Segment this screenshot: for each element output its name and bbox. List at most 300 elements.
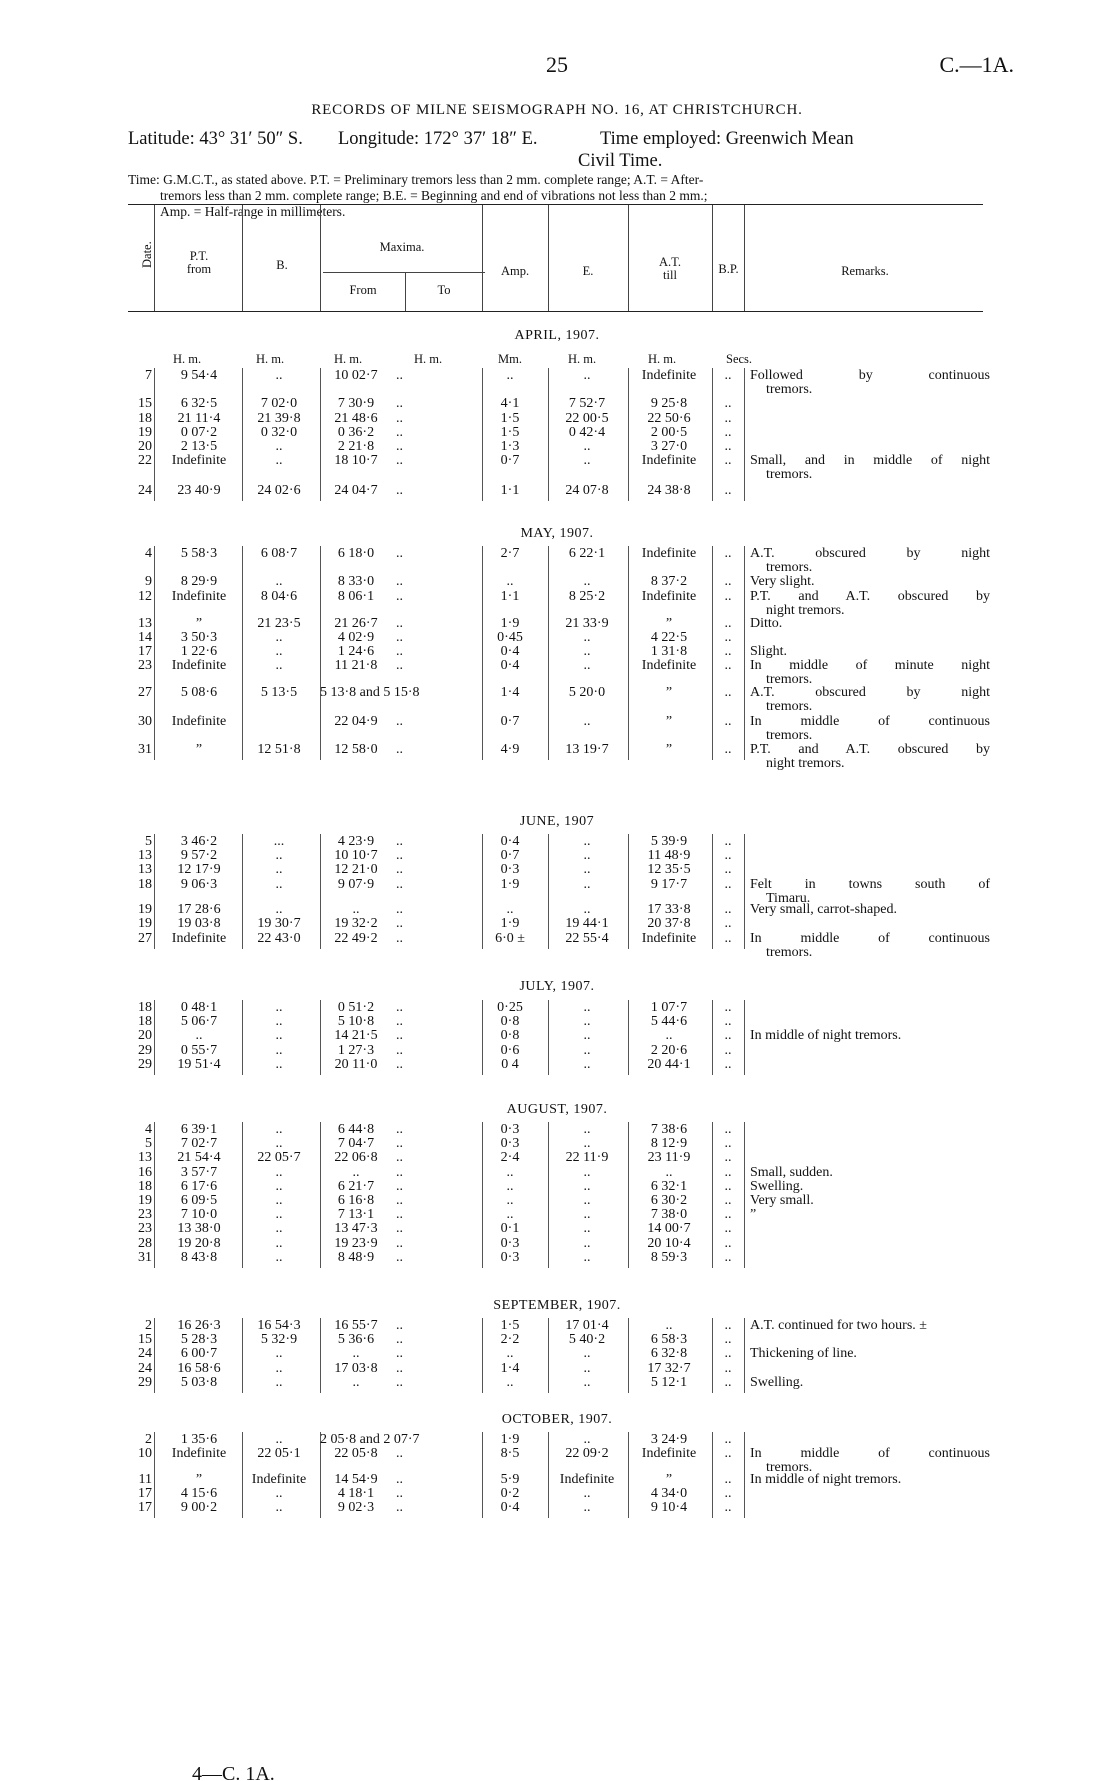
cell-date: 24 <box>138 483 152 499</box>
cell-b: .. <box>275 1042 283 1058</box>
cell-remarks: Very small. <box>750 1193 814 1208</box>
cell-mt: .. <box>396 930 403 946</box>
cell-date: 23 <box>138 1221 152 1237</box>
cell-amp: 0·7 <box>500 848 520 864</box>
cell-amp: 0·4 <box>500 643 520 659</box>
cell-b: .. <box>275 1136 283 1152</box>
cell-mf: .. <box>352 902 360 918</box>
time-employed: Time employed: Greenwich Mean <box>600 129 854 149</box>
cell-bp: .. <box>724 1056 732 1072</box>
maxima-divider <box>405 272 406 311</box>
cell-date: 9 <box>145 574 152 590</box>
cell-mt: .. <box>396 1235 403 1251</box>
cell-at: ” <box>665 685 673 701</box>
cell-remarks-cont: tremors. <box>766 727 813 743</box>
cell-b: .. <box>275 658 283 674</box>
cell-date: 20 <box>138 439 152 454</box>
cell-amp: 1·5 <box>500 1318 520 1333</box>
cell-e: 7 52·7 <box>568 396 606 412</box>
cell-at: 6 58·3 <box>650 1332 688 1348</box>
cell-date: 13 <box>138 1150 152 1166</box>
cell-pt: .. <box>195 1028 203 1044</box>
cell-e: .. <box>583 1235 591 1251</box>
cell-e: .. <box>583 902 591 918</box>
cell-pt: 13 38·0 <box>177 1221 221 1237</box>
cell-b: 0 32·0 <box>260 424 298 440</box>
cell-amp: 1·5 <box>500 410 520 426</box>
cell-remarks-cont: tremors. <box>766 699 813 715</box>
cell-e: 13 19·7 <box>565 741 609 757</box>
cell-mt: .. <box>396 1500 403 1516</box>
cell-mf: 17 03·8 <box>334 1360 378 1376</box>
cell-at: 3 27·0 <box>650 439 688 454</box>
cell-e: .. <box>583 1485 591 1501</box>
cell-at: 9 17·7 <box>650 876 688 892</box>
cell-mt: .. <box>396 1028 403 1044</box>
cell-mf: 0 51·2 <box>337 1000 375 1015</box>
cell-mf: 8 48·9 <box>337 1249 375 1265</box>
cell-amp: 1·3 <box>500 439 520 454</box>
cell-e: .. <box>583 848 591 864</box>
cell-amp: 6·0 ± <box>495 930 525 946</box>
cell-pt: Indefinite <box>171 1446 227 1462</box>
cell-bp: .. <box>724 876 732 892</box>
cell-pt: 0 07·2 <box>180 424 218 440</box>
cell-pt: Indefinite <box>171 588 227 604</box>
cell-date: 11 <box>138 1471 152 1487</box>
cell-at: 24 38·8 <box>647 483 691 499</box>
abbrev-line-3: Amp. = Half-range in millimeters. <box>160 204 346 219</box>
cell-e: 22 11·9 <box>565 1150 609 1166</box>
cell-at: 20 10·4 <box>647 1235 691 1251</box>
cell-amp: .. <box>506 1193 514 1208</box>
cell-bp: .. <box>724 1028 732 1044</box>
cell-b: .. <box>275 574 283 590</box>
cell-b: .. <box>275 1028 283 1044</box>
cell-amp: .. <box>506 1207 514 1223</box>
cell-e: .. <box>583 713 591 729</box>
cell-amp: 1·9 <box>500 876 520 892</box>
table-row <box>128 1250 990 1266</box>
cell-b: 22 43·0 <box>257 930 301 946</box>
cell-e: .. <box>583 1249 591 1265</box>
cell-b: .. <box>275 1235 283 1251</box>
cell-b: .. <box>275 902 283 918</box>
cell-amp: 1·4 <box>500 1360 520 1376</box>
cell-amp: .. <box>506 1164 514 1180</box>
header-maxima: Maxima. <box>379 240 425 254</box>
cell-date: 12 <box>138 588 152 604</box>
cell-pt: 6 00·7 <box>180 1346 218 1362</box>
cell-mf: 20 11·0 <box>334 1056 378 1072</box>
table-row <box>128 1057 990 1073</box>
cell-amp: 0·4 <box>500 1500 520 1516</box>
cell-mt: .. <box>396 410 403 426</box>
cell-date: 19 <box>138 424 152 440</box>
table-row <box>128 685 990 715</box>
cell-remarks-cont: tremors. <box>766 467 813 483</box>
cell-remarks: Thickening of line. <box>750 1346 857 1362</box>
cell-b: .. <box>275 862 283 878</box>
table-row <box>128 930 990 960</box>
cell-amp: 1·5 <box>500 424 520 440</box>
cell-mt: .. <box>396 424 403 440</box>
table-row <box>128 1500 990 1516</box>
cell-bp: .. <box>724 862 732 878</box>
cell-b: 22 05·1 <box>257 1446 301 1462</box>
cell-b: .. <box>275 368 283 383</box>
cell-e: 6 22·1 <box>568 546 606 561</box>
cell-bp: .. <box>724 588 732 604</box>
cell-bp: .. <box>724 1164 732 1180</box>
cell-e: .. <box>583 1207 591 1223</box>
cell-b: .. <box>275 1122 283 1137</box>
cell-at: 3 24·9 <box>650 1432 688 1447</box>
cell-amp: .. <box>506 574 514 590</box>
cell-mf: 9 07·9 <box>337 876 375 892</box>
cell-pt: 2 13·5 <box>180 439 218 454</box>
cell-bp: .. <box>724 658 732 674</box>
cell-pt: Indefinite <box>171 930 227 946</box>
cell-at: Indefinite <box>641 453 697 469</box>
cell-pt: 23 40·9 <box>177 483 221 499</box>
cell-mt: .. <box>396 629 403 645</box>
cell-remarks: Small, sudden. <box>750 1164 833 1180</box>
cell-mt: .. <box>396 1056 403 1072</box>
cell-amp: 0·7 <box>500 453 520 469</box>
cell-mt: .. <box>396 1207 403 1223</box>
cell-bp: .. <box>724 368 732 383</box>
cell-mf: 6 21·7 <box>337 1178 375 1194</box>
cell-mf: 14 54·9 <box>334 1471 378 1487</box>
cell-at: 2 20·6 <box>650 1042 688 1058</box>
cell-bp: .. <box>724 1122 732 1137</box>
cell-e: 5 40·2 <box>568 1332 606 1348</box>
cell-e: .. <box>583 1164 591 1180</box>
cell-mt: .. <box>396 588 403 604</box>
cell-mf: 10 02·7 <box>334 368 378 383</box>
cell-remarks: Felt in towns south of <box>750 876 990 892</box>
cell-bp: .. <box>724 1374 732 1390</box>
cell-amp: 4·1 <box>500 396 520 412</box>
header-b: B. <box>276 258 288 272</box>
cell-date: 30 <box>138 713 152 729</box>
cell-b: 21 39·8 <box>257 410 301 426</box>
cell-remarks: In middle of night tremors. <box>750 1028 902 1044</box>
cell-mt: .. <box>396 848 403 864</box>
cell-amp: 4·9 <box>500 741 520 757</box>
cell-pt: 9 00·2 <box>180 1500 218 1516</box>
cell-pt: 3 57·7 <box>180 1164 218 1180</box>
cell-date: 22 <box>138 453 152 469</box>
cell-mf: 7 04·7 <box>337 1136 375 1152</box>
cell-remarks: Ditto. <box>750 615 783 631</box>
cell-remarks-cont: tremors. <box>766 382 813 398</box>
cell-bp: .. <box>724 615 732 631</box>
cell-date: 17 <box>138 1485 152 1501</box>
cell-date: 27 <box>138 685 152 701</box>
cell-amp: 5·9 <box>500 1471 520 1487</box>
cell-pt: 5 08·6 <box>180 685 218 701</box>
cell-date: 29 <box>138 1056 152 1072</box>
cell-mf: 21 48·6 <box>334 410 378 426</box>
cell-at: 1 07·7 <box>650 1000 688 1015</box>
cell-b: .. <box>275 848 283 864</box>
cell-pt: 4 15·6 <box>180 1485 218 1501</box>
header-divider <box>320 205 321 311</box>
cell-mf: 1 27·3 <box>337 1042 375 1058</box>
cell-bp: .. <box>724 1500 732 1516</box>
cell-mt: .. <box>396 1221 403 1237</box>
cell-pt: 5 58·3 <box>180 546 218 561</box>
cell-e: .. <box>583 862 591 878</box>
cell-mf: 10 10·7 <box>334 848 378 864</box>
cell-amp: .. <box>506 902 514 918</box>
cell-pt: ” <box>195 741 203 757</box>
cell-date: 2 <box>145 1432 152 1447</box>
cell-date: 31 <box>138 741 152 757</box>
cell-mt: .. <box>396 862 403 878</box>
cell-b: .. <box>275 1500 283 1516</box>
maxima-rule <box>323 272 485 273</box>
header-top-rule <box>128 204 983 205</box>
cell-b: .. <box>275 1485 283 1501</box>
cell-b: .. <box>275 1360 283 1376</box>
cell-e: .. <box>583 1360 591 1376</box>
cell-bp: .. <box>724 834 732 849</box>
cell-e: .. <box>583 1500 591 1516</box>
cell-b: ... <box>273 834 285 849</box>
cell-pt: 3 50·3 <box>180 629 218 645</box>
cell-pt: 9 06·3 <box>180 876 218 892</box>
cell-b: 7 02·0 <box>260 396 298 412</box>
cell-mt: .. <box>396 1360 403 1376</box>
cell-pt: 8 29·9 <box>180 574 218 590</box>
table-row <box>128 658 990 688</box>
cell-date: 23 <box>138 658 152 674</box>
cell-amp: 0·6 <box>500 1042 520 1058</box>
cell-pt: 12 17·9 <box>177 862 221 878</box>
cell-at: 9 25·8 <box>650 396 688 412</box>
unit-max-from: H. m. <box>334 352 363 366</box>
cell-mt: .. <box>396 483 403 499</box>
cell-b: 16 54·3 <box>257 1318 301 1333</box>
header-maxima-to: To <box>437 283 451 297</box>
cell-b: .. <box>275 1374 283 1390</box>
cell-pt: 21 11·4 <box>177 410 221 426</box>
cell-date: 15 <box>138 1332 152 1348</box>
cell-b: .. <box>275 1221 283 1237</box>
cell-date: 19 <box>138 1193 152 1208</box>
table-row <box>128 876 990 906</box>
cell-bp: .. <box>724 916 732 932</box>
cell-amp: 0·8 <box>500 1014 520 1030</box>
units-row <box>128 352 990 368</box>
cell-mf: 9 02·3 <box>337 1500 375 1516</box>
cell-mt: .. <box>396 658 403 674</box>
cell-e: .. <box>583 629 591 645</box>
cell-mt: .. <box>396 1014 403 1030</box>
cell-mt: .. <box>396 916 403 932</box>
cell-b: 21 23·5 <box>257 615 301 631</box>
cell-mf: 1 24·6 <box>337 643 375 659</box>
cell-b: 19 30·7 <box>257 916 301 932</box>
cell-e: .. <box>583 1432 591 1447</box>
cell-at: 1 31·8 <box>650 643 688 659</box>
cell-bp: .. <box>724 741 732 757</box>
cell-b: 8 04·6 <box>260 588 298 604</box>
cell-at: 6 32·8 <box>650 1346 688 1362</box>
cell-e: .. <box>583 368 591 383</box>
cell-mt: .. <box>396 713 403 729</box>
cell-b: 12 51·8 <box>257 741 301 757</box>
cell-bp: .. <box>724 1235 732 1251</box>
cell-mt: .. <box>396 453 403 469</box>
cell-remarks-cont: tremors. <box>766 944 813 960</box>
cell-e: Indefinite <box>559 1471 615 1487</box>
cell-amp: 0·25 <box>497 1000 523 1015</box>
cell-date: 14 <box>138 629 152 645</box>
cell-e: 0 42·4 <box>568 424 606 440</box>
cell-bp: .. <box>724 396 732 412</box>
cell-e: .. <box>583 1136 591 1152</box>
cell-date: 17 <box>138 1500 152 1516</box>
cell-mt: .. <box>396 1178 403 1194</box>
month-heading-september: SEPTEMBER, 1907. <box>493 1298 621 1313</box>
cell-mf: 7 13·1 <box>337 1207 375 1223</box>
cell-bp: .. <box>724 410 732 426</box>
cell-amp: 8·5 <box>500 1446 520 1462</box>
cell-date: 17 <box>138 643 152 659</box>
header-amp: Amp. <box>500 264 530 278</box>
cell-at: 5 12·1 <box>650 1374 688 1390</box>
cell-b: Indefinite <box>251 1471 307 1487</box>
cell-mt: .. <box>396 1249 403 1265</box>
cell-mt: .. <box>396 1164 403 1180</box>
cell-mt: .. <box>396 546 403 561</box>
cell-remarks: Very small, carrot-shaped. <box>750 902 897 918</box>
cell-e: .. <box>583 1042 591 1058</box>
cell-mt: .. <box>396 1446 403 1462</box>
cell-amp: .. <box>506 368 514 383</box>
cell-pt: 1 22·6 <box>180 643 218 659</box>
cell-mt: .. <box>396 574 403 590</box>
header-pt: P.T. from <box>186 249 212 276</box>
cell-amp: 0·3 <box>500 1235 520 1251</box>
cell-amp: 2·7 <box>500 546 520 561</box>
cell-pt: 16 58·6 <box>177 1360 221 1376</box>
unit-e: H. m. <box>568 352 597 366</box>
cell-amp: 0·8 <box>500 1028 520 1044</box>
cell-b: .. <box>275 1164 283 1180</box>
cell-at: 6 32·1 <box>650 1178 688 1194</box>
cell-e: 8 25·2 <box>568 588 606 604</box>
cell-b: .. <box>275 439 283 454</box>
cell-pt: 6 09·5 <box>180 1193 218 1208</box>
cell-at: 5 44·6 <box>650 1014 688 1030</box>
cell-at: Indefinite <box>641 1446 697 1462</box>
cell-b: .. <box>275 1000 283 1015</box>
cell-pt: 9 54·4 <box>180 368 218 383</box>
cell-mf: 19 23·9 <box>334 1235 378 1251</box>
cell-mt: .. <box>396 1042 403 1058</box>
cell-pt: 1 35·6 <box>180 1432 218 1447</box>
cell-b: 22 05·7 <box>257 1150 301 1166</box>
cell-amp: 2·4 <box>500 1150 520 1166</box>
cell-at: 11 48·9 <box>647 848 691 864</box>
cell-at: 8 59·3 <box>650 1249 688 1265</box>
cell-date: 4 <box>145 1122 152 1137</box>
cell-pt: 0 48·1 <box>180 1000 218 1015</box>
cell-remarks: A.T. continued for two hours. ± <box>750 1318 927 1333</box>
cell-mf: 22 06·8 <box>334 1150 378 1166</box>
cell-date: 27 <box>138 930 152 946</box>
page-number: 25 <box>546 52 568 77</box>
cell-e: .. <box>583 1014 591 1030</box>
cell-bp: .. <box>724 713 732 729</box>
cell-amp: 1·9 <box>500 916 520 932</box>
cell-mt: .. <box>396 1136 403 1152</box>
cell-pt: 3 46·2 <box>180 834 218 849</box>
cell-at: .. <box>665 1028 673 1044</box>
cell-at: 20 44·1 <box>647 1056 691 1072</box>
month-heading-july: JULY, 1907. <box>519 979 595 994</box>
cell-pt: 6 32·5 <box>180 396 218 412</box>
cell-mt: .. <box>396 1000 403 1015</box>
cell-mf: 8 33·0 <box>337 574 375 590</box>
table-row <box>128 483 990 499</box>
unit-pt: H. m. <box>173 352 202 366</box>
header-remarks: Remarks. <box>841 264 889 278</box>
cell-at: 17 32·7 <box>647 1360 691 1376</box>
cell-mf: 22 49·2 <box>334 930 378 946</box>
cell-e: 21 33·9 <box>565 615 609 631</box>
time-employed-cont: Civil Time. <box>578 151 663 171</box>
cell-at: 2 00·5 <box>650 424 688 440</box>
cell-date: 29 <box>138 1042 152 1058</box>
cell-at: 22 50·6 <box>647 410 691 426</box>
cell-at: 5 39·9 <box>650 834 688 849</box>
cell-at: 7 38·0 <box>650 1207 688 1223</box>
unit-at: H. m. <box>648 352 677 366</box>
cell-bp: .. <box>724 1346 732 1362</box>
cell-mf: 21 26·7 <box>334 615 378 631</box>
cell-b: .. <box>275 1056 283 1072</box>
cell-bp: .. <box>724 1000 732 1015</box>
header-bottom-rule <box>128 311 983 312</box>
cell-bp: .. <box>724 1042 732 1058</box>
cell-date: 18 <box>138 410 152 426</box>
cell-date: 13 <box>138 615 152 631</box>
cell-remarks: In middle of continuous <box>750 713 990 729</box>
cell-mf: 5 10·8 <box>337 1014 375 1030</box>
cell-mf: 4 23·9 <box>337 834 375 849</box>
cell-remarks: In middle of night tremors. <box>750 1471 902 1487</box>
cell-mt: .. <box>396 1318 403 1333</box>
cell-pt: 7 10·0 <box>180 1207 218 1223</box>
table-row <box>128 546 990 576</box>
cell-e: .. <box>583 1178 591 1194</box>
cell-date: 5 <box>145 834 152 849</box>
cell-date: 16 <box>138 1164 152 1180</box>
cell-mt: .. <box>396 902 403 918</box>
cell-b: .. <box>275 1249 283 1265</box>
cell-at: ” <box>665 1471 673 1487</box>
month-heading-august: AUGUST, 1907. <box>506 1102 608 1117</box>
cell-bp: .. <box>724 1014 732 1030</box>
unit-bp: Secs. <box>726 352 753 366</box>
cell-at: Indefinite <box>641 546 697 561</box>
